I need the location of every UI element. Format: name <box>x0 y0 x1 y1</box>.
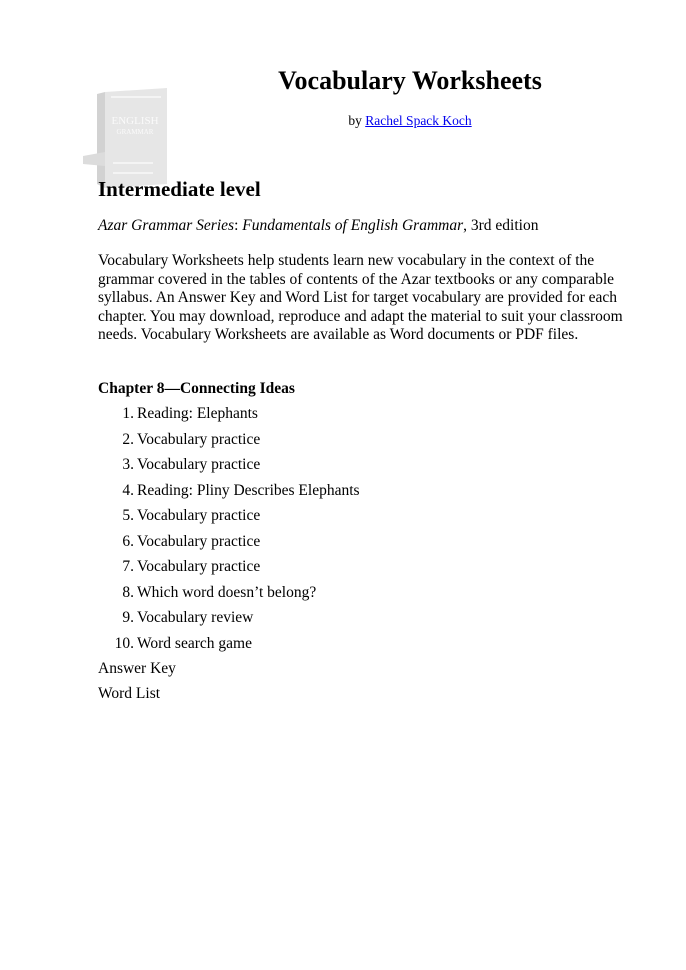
page-title: Vocabulary Worksheets <box>278 66 542 95</box>
level-heading: Intermediate level <box>98 177 261 201</box>
byline-prefix: by <box>348 113 366 128</box>
series-name: Azar Grammar Series <box>98 217 235 234</box>
worksheet-item[interactable] <box>98 431 360 457</box>
item-label: Vocabulary practice <box>137 558 261 575</box>
item-number: 2. <box>122 430 134 448</box>
book-name: Fundamentals of English Grammar <box>242 217 464 234</box>
worksheet-item[interactable] <box>98 558 360 584</box>
item-label: Reading: Pliny Describes Elephants <box>137 481 360 499</box>
worksheet-item[interactable] <box>98 507 360 533</box>
item-number: 9. <box>122 609 134 626</box>
item-label: Vocabulary review <box>137 609 254 626</box>
item-number: 6. <box>122 532 134 550</box>
item-label: Reading: Elephants <box>137 405 258 422</box>
worksheet-item[interactable] <box>98 456 360 482</box>
chapter-heading: Chapter 8—Connecting Ideas <box>98 380 295 397</box>
item-number: 3. <box>122 456 134 473</box>
author-link[interactable]: Rachel Spack Koch <box>365 113 472 128</box>
book-cover-image <box>83 84 173 189</box>
intro-paragraph: Vocabulary Worksheets help students learn new vocabulary in the context of the grammar covered in the tables of contents of the Azar textbooks or any comparable syllabus. An Answer Key and Word List for target vocabulary are provided for each chapter. You may download, reproduce and adapt the material to suit your classroom needs. Vocabulary Worksheets are available as Word documents or PDF files. <box>98 252 623 343</box>
worksheet-item[interactable] <box>98 405 360 431</box>
word-list-link[interactable]: Word List <box>98 685 161 702</box>
item-number: 5. <box>122 507 134 524</box>
worksheet-item[interactable] <box>98 584 360 610</box>
item-number: 7. <box>122 558 134 575</box>
item-label: Vocabulary practice <box>137 507 261 524</box>
svg-text:GRAMMAR: GRAMMAR <box>116 128 154 136</box>
worksheet-list <box>98 405 360 660</box>
answer-key-link[interactable]: Answer Key <box>98 660 176 677</box>
item-label: Which word doesn’t belong? <box>137 583 317 601</box>
item-label: Vocabulary practice <box>137 456 261 473</box>
item-label: Word search game <box>137 634 252 652</box>
byline <box>200 113 620 129</box>
item-label: Vocabulary practice <box>137 430 261 448</box>
series-line <box>98 217 538 235</box>
worksheet-item[interactable] <box>98 609 360 635</box>
worksheet-item[interactable] <box>98 533 360 559</box>
edition: , 3rd edition <box>463 217 539 234</box>
item-label: Vocabulary practice <box>137 532 261 550</box>
item-number: 1. <box>122 405 134 422</box>
item-number: 10. <box>114 634 134 652</box>
item-number: 4. <box>122 481 134 499</box>
worksheet-item[interactable] <box>98 482 360 508</box>
worksheet-item[interactable] <box>98 635 360 661</box>
series-sep: : <box>234 217 243 234</box>
svg-text:ENGLISH: ENGLISH <box>111 115 159 127</box>
item-number: 8. <box>122 583 134 601</box>
